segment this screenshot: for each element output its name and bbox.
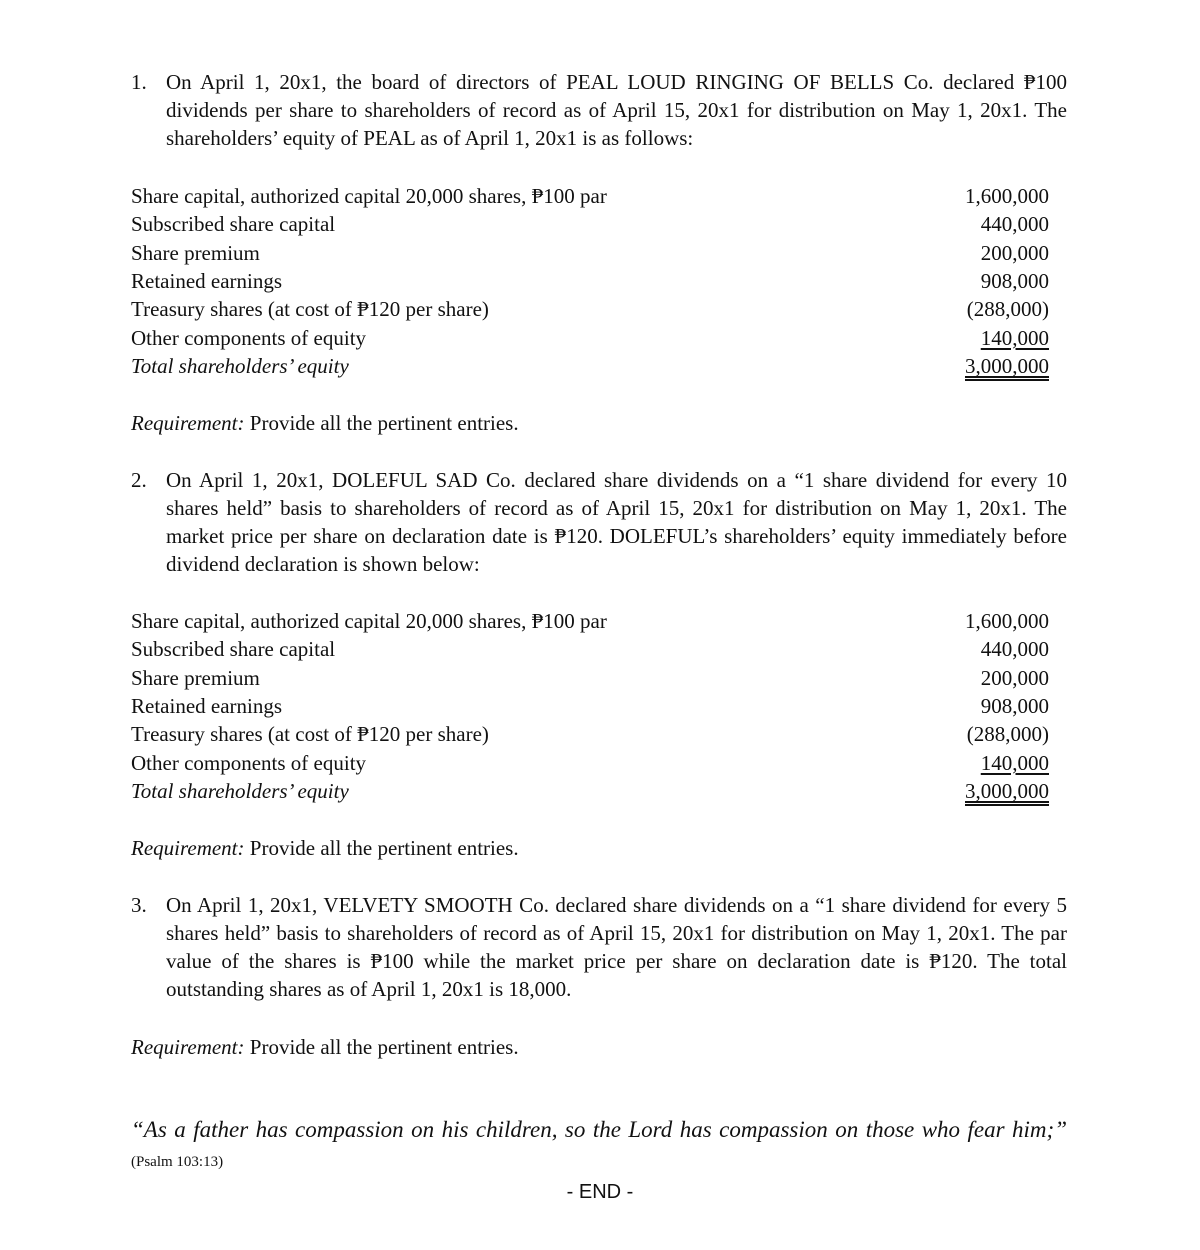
problem-number: 3. [131, 893, 147, 917]
equity-row [131, 692, 1049, 720]
equity-label: Subscribed share capital [131, 637, 336, 662]
equity-label: Treasury shares (at cost of ₱120 per share) [131, 722, 489, 747]
equity-amount: 908,000 [980, 268, 1049, 293]
equity-table-2 [131, 607, 1049, 805]
equity-amount: 440,000 [980, 637, 1049, 662]
quote-citation: (Psalm 103:13) [131, 1154, 224, 1170]
requirement-label: Requirement: [131, 411, 245, 435]
problem-number: 2. [131, 468, 147, 492]
equity-total-amount: 3,000,000 [965, 778, 1049, 803]
equity-total-amount: 3,000,000 [965, 353, 1049, 378]
equity-table-1 [131, 182, 1049, 380]
problem-text: On April 1, 20x1, VELVETY SMOOTH Co. declared share dividends on a “1 share dividend for every 5 shares held” basis to shareholders of record as of April 15, 20x1 for distribution on May 1, 20x1. The par value of the shares is ₱100 while the market price per share on declaration date is ₱120. The total outstanding shares as of April 1, 20x1 is 18,000. [166, 893, 1067, 1001]
equity-amount: 1,600,000 [965, 184, 1049, 208]
equity-row [131, 635, 1049, 663]
equity-row [131, 182, 1049, 210]
equity-row [131, 324, 1049, 352]
equity-label: Subscribed share capital [131, 212, 336, 237]
equity-row [131, 720, 1049, 748]
equity-total-row [131, 352, 1049, 380]
end-marker: - END - [566, 1181, 634, 1203]
equity-label: Share premium [131, 240, 260, 265]
equity-total-label: Total shareholders’ equity [131, 353, 349, 378]
equity-row [131, 239, 1049, 267]
problem-3 [131, 891, 1067, 1003]
equity-amount: 200,000 [980, 665, 1049, 690]
equity-total-row [131, 777, 1049, 805]
equity-label: Share premium [131, 665, 260, 690]
equity-row [131, 664, 1049, 692]
problem-text: On April 1, 20x1, DOLEFUL SAD Co. declared share dividends on a “1 share dividend for every 10 shares held” basis to shareholders of record as of April 15, 20x1 for distribution on May 1, 20x1. The market price per share on declaration date is ₱120. DOLEFUL’s shareholders’ equity immediately before dividend declaration is shown below: [166, 468, 1067, 576]
equity-amount: 908,000 [980, 693, 1049, 718]
equity-amount: 140,000 [980, 750, 1049, 775]
problem-2 [131, 466, 1067, 578]
equity-row [131, 267, 1049, 295]
equity-label: Share capital, authorized capital 20,000 shares, ₱100 par [131, 184, 607, 208]
equity-row [131, 210, 1049, 238]
quote-text: “As a father has compassion on his children, so the Lord has compassion on those who fear him;” [131, 1117, 1067, 1142]
equity-amount: 440,000 [980, 212, 1049, 237]
equity-amount: 200,000 [980, 240, 1049, 265]
requirement-label: Requirement: [131, 1035, 245, 1059]
equity-label: Retained earnings [131, 268, 283, 293]
requirement-1 [131, 409, 519, 437]
equity-amount: 140,000 [980, 325, 1049, 350]
equity-amount: (288,000) [966, 297, 1049, 322]
requirement-text: Provide all the pertinent entries. [244, 411, 519, 435]
equity-total-label: Total shareholders’ equity [131, 778, 349, 803]
equity-amount: (288,000) [966, 722, 1049, 747]
requirement-label: Requirement: [131, 836, 245, 860]
closing-quote [131, 1115, 1067, 1177]
problem-number: 1. [131, 70, 147, 94]
equity-row [131, 295, 1049, 323]
equity-label: Retained earnings [131, 693, 283, 718]
equity-amount: 1,600,000 [965, 609, 1049, 633]
equity-row [131, 607, 1049, 635]
equity-label: Treasury shares (at cost of ₱120 per share) [131, 297, 489, 322]
equity-row [131, 749, 1049, 777]
requirement-text: Provide all the pertinent entries. [244, 836, 519, 860]
equity-label: Share capital, authorized capital 20,000 shares, ₱100 par [131, 609, 607, 633]
requirement-3 [131, 1033, 519, 1061]
problem-1 [131, 68, 1067, 152]
requirement-2 [131, 834, 519, 862]
equity-label: Other components of equity [131, 325, 367, 350]
requirement-text: Provide all the pertinent entries. [244, 1035, 519, 1059]
equity-label: Other components of equity [131, 750, 367, 775]
problem-text: On April 1, 20x1, the board of directors of PEAL LOUD RINGING OF BELLS Co. declared ₱100 dividends per share to shareholders of record as of April 15, 20x1 for distribution on May 1, 20x1. The shareholders’ equity of PEAL as of April 1, 20x1 is as follows: [166, 70, 1067, 150]
